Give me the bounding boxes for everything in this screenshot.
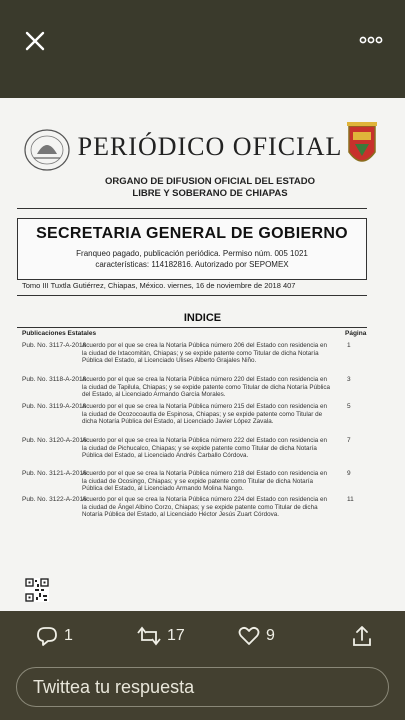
publication-description: Acuerdo por el que se crea la Notaría Pública número 218 del Estado con residencia en la ciudad de Ocosingo, Chiapas; y se expide patente como Titular de dicha Notaría Pública del Estado, al Licenciado Armando Molina Nango. (82, 470, 328, 492)
like-button[interactable] (238, 625, 275, 647)
publication-description: Acuerdo por el que se crea la Notaría Pública número 206 del Estado con residencia en la ciudad de Ixtacomitán, Chiapas; y se expide patente como Titular de dicha Notaría Pública del Estado, al Licenciado Ulises Alberto Grajales Niño. (82, 342, 328, 364)
reply-button[interactable] (36, 625, 73, 647)
publication-number: Pub. No. 3118-A-2018 (22, 376, 87, 383)
box-line-1: Franqueo pagado, publicación periódica. Permiso núm. 005 1021 (76, 249, 308, 258)
publication-description: Acuerdo por el que se crea la Notaría Pública número 215 del Estado con residencia en la ciudad de Ocozocoautla de Espinosa, Chiapas; y se expide patente como Titular de dicha Notaría Pública del Estado, al Licenciado Javier López Zavala. (82, 403, 328, 425)
like-count: 9 (266, 627, 275, 644)
publication-number: Pub. No. 3117-A-2018 (22, 342, 87, 349)
reply-icon (36, 626, 58, 646)
page-number: 11 (347, 496, 354, 503)
divider (17, 295, 367, 296)
divider (17, 208, 367, 209)
reply-input[interactable]: Twittea tu respuesta (16, 667, 389, 707)
viewer-topbar (0, 0, 405, 98)
more-icon[interactable] (359, 32, 383, 48)
page-number: 1 (347, 342, 351, 349)
retweet-count: 17 (167, 627, 185, 644)
publication-description: Acuerdo por el que se crea la Notaría Pública número 224 del Estado con residencia en la ciudad de Ángel Albino Corzo, Chiapas; y se expide patente como Titular de dicha Notaría Pública del Estado, al Licenciado Héctor Jesús Zuart Córdova. (82, 496, 328, 518)
publication-number: Pub. No. 3119-A-2018 (22, 403, 87, 410)
share-button[interactable] (352, 625, 372, 647)
retweet-icon (137, 626, 161, 646)
publication-number: Pub. No. 3121-A-2018 (22, 470, 87, 477)
box-line-2: características: 114182816. Autorizado por SEPOMEX (95, 260, 289, 269)
close-icon[interactable] (24, 30, 46, 52)
column-header-page: Página (345, 330, 367, 337)
section-title: SECRETARIA GENERAL DE GOBIERNO (36, 225, 348, 242)
masthead-title: PERIÓDICO OFICIAL (77, 132, 343, 161)
publication-description: Acuerdo por el que se crea la Notaría Pública número 220 del Estado con residencia en la ciudad de Tapilula, Chiapas; y se expide patente como Titular de dicha Notaría Pública del Estado, al Licenciado Armando García Morales. (82, 376, 331, 398)
tweet-action-bar (0, 611, 405, 661)
divider (17, 327, 367, 328)
publication-number: Pub. No. 3120-A-2018 (22, 437, 87, 444)
section-box (17, 218, 367, 280)
issue-line: Tomo III Tuxtla Gutiérrez, Chiapas, México. viernes, 16 de noviembre de 2018 407 (22, 281, 296, 290)
subtitle-line-2: LIBRE Y SOBERANO DE CHIAPAS (132, 188, 288, 199)
subtitle-line-1: ORGANO DE DIFUSION OFICIAL DEL ESTADO (104, 176, 316, 187)
like-icon (238, 626, 260, 646)
state-seal-icon (22, 128, 72, 172)
page-number: 5 (347, 403, 351, 410)
coat-of-arms-icon (343, 122, 381, 172)
retweet-button[interactable] (137, 625, 185, 647)
index-title: INDICE (183, 312, 222, 324)
qr-code-icon (25, 578, 49, 602)
publication-description: Acuerdo por el que se crea la Notaría Pública número 222 del Estado con residencia en la ciudad de Pichucalco, Chiapas; y se expide patente como Titular de dicha Notaría Pública del Estado, al Licenciado Andrés Carballo Córdova. (82, 437, 328, 459)
reply-count: 1 (64, 627, 73, 644)
column-header-publications: Publicaciones Estatales (22, 330, 97, 337)
document-image[interactable] (0, 98, 405, 611)
page-number: 3 (347, 376, 351, 383)
page-number: 7 (347, 437, 351, 444)
publication-number: Pub. No. 3122-A-2018 (22, 496, 87, 503)
masthead-subtitle (80, 176, 340, 200)
page-number: 9 (347, 470, 351, 477)
share-icon (352, 625, 372, 647)
